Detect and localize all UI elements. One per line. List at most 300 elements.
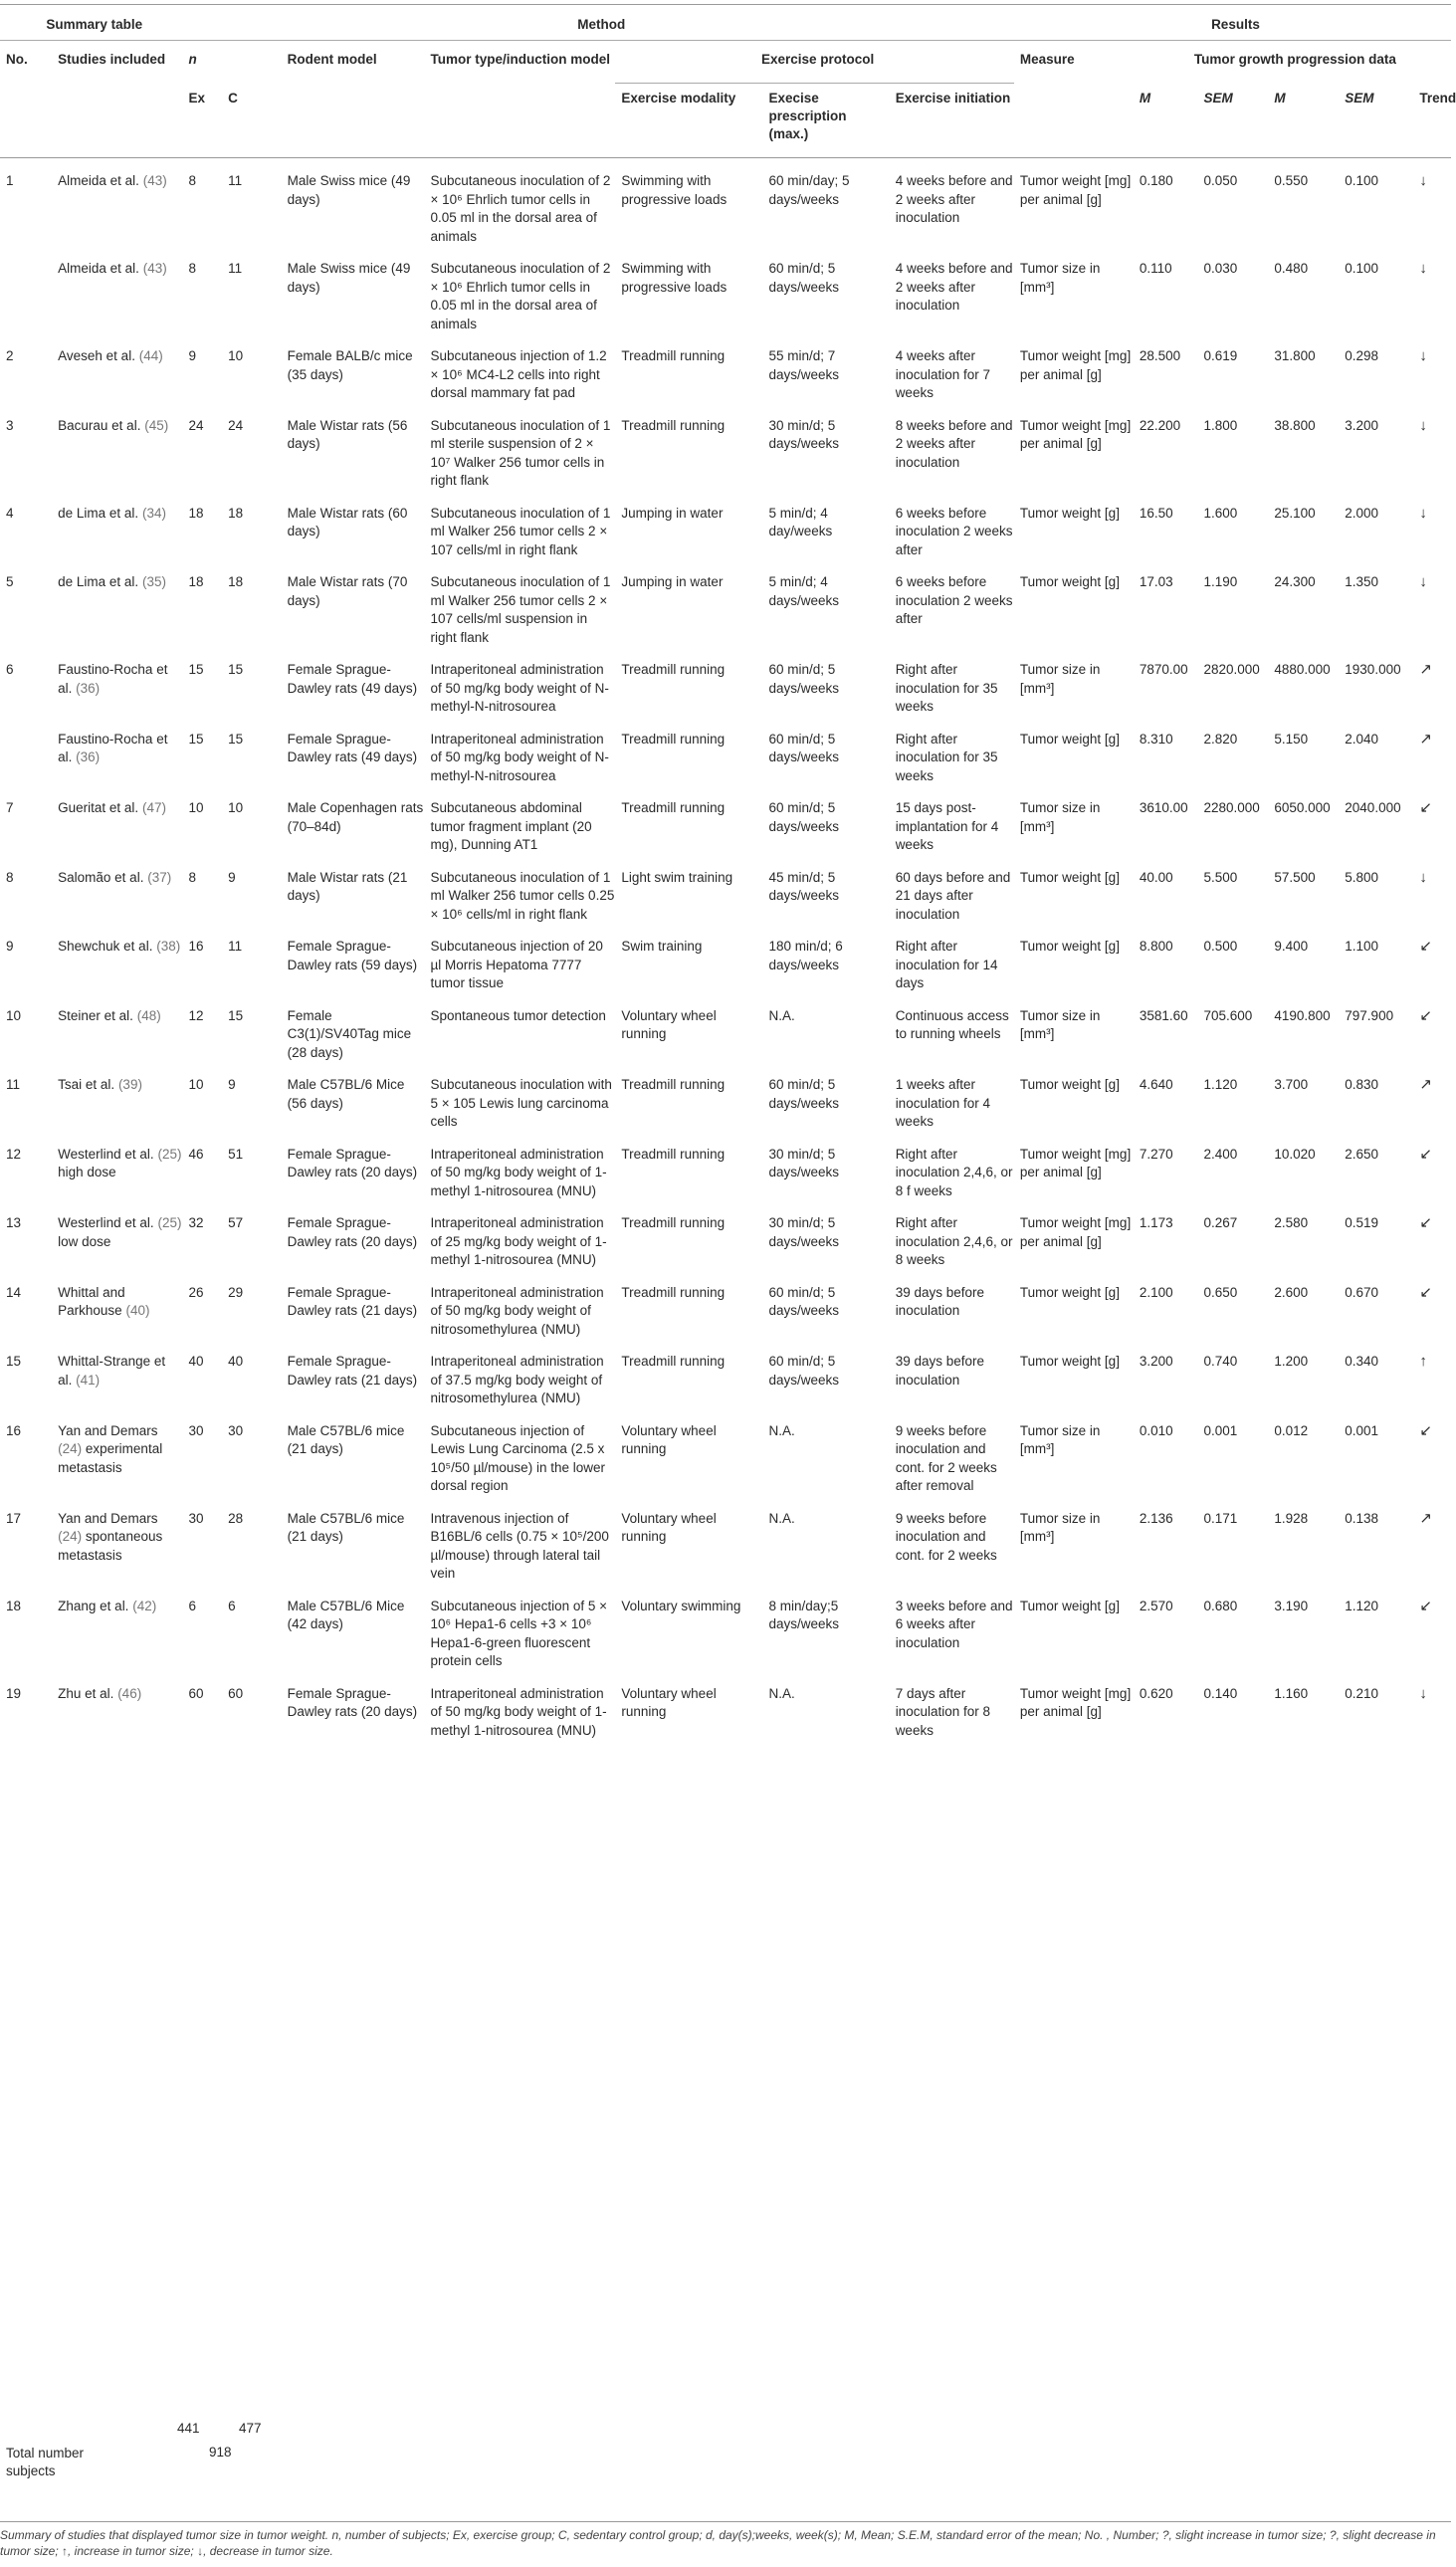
cell-prescription: 45 min/d; 5 days/weeks	[768, 869, 840, 903]
cell-sem1: 705.600	[1203, 1007, 1253, 1023]
study-ref[interactable]: (35)	[141, 574, 166, 589]
cell-m1: 8.310	[1139, 731, 1173, 747]
cell-m1: 7.270	[1139, 1146, 1173, 1162]
cell-modality: Swim training	[621, 939, 703, 954]
cell-ex: 60	[188, 1685, 204, 1701]
table-row	[0, 1671, 1451, 1741]
study-ref[interactable]: (24)	[58, 1441, 83, 1456]
cell-trend: ↙	[1419, 1145, 1432, 1163]
cell-m2: 5.150	[1274, 731, 1309, 747]
cell-m2: 1.160	[1274, 1685, 1309, 1701]
cell-prescription: 30 min/d; 5 days/weeks	[768, 1215, 840, 1249]
cell-ex: 8	[188, 869, 197, 885]
cell-rodent: Male C57BL/6 mice (21 days)	[287, 1510, 405, 1544]
header-m1: M	[1139, 90, 1151, 106]
cell-m1: 0.110	[1139, 261, 1172, 276]
cell-c: 11	[228, 173, 243, 188]
cell-initiation: 4 weeks after inoculation for 7 weeks	[895, 348, 990, 400]
cell-no: 17	[6, 1510, 22, 1526]
study-ref[interactable]: (48)	[136, 1007, 161, 1023]
cell-study	[52, 246, 182, 333]
cell-rodent: Male Wistar rats (60 days)	[287, 505, 408, 538]
cell-rodent: Male C57BL/6 mice (21 days)	[287, 1422, 405, 1456]
cell-measure: Tumor weight [mg] per animal [g]	[1019, 1685, 1132, 1719]
cell-measure: Tumor size in [mm³]	[1019, 1510, 1101, 1544]
cell-c: 6	[228, 1598, 236, 1613]
cell-m1: 22.200	[1139, 417, 1181, 433]
table-row	[0, 333, 1451, 403]
top-rule	[0, 4, 1451, 5]
cell-m2: 1.928	[1274, 1510, 1309, 1526]
cell-tumor: Intraperitoneal administration of 50 mg/kg body weight of N-methyl-N-nitrosourea	[430, 731, 609, 783]
study-ref[interactable]: (46)	[117, 1685, 142, 1701]
study-suffix: experimental metastasis	[58, 1441, 163, 1475]
cell-study	[52, 333, 182, 403]
cell-modality: Voluntary swimming	[621, 1598, 741, 1613]
study-ref[interactable]: (36)	[76, 749, 101, 764]
cell-m1: 28.500	[1139, 348, 1181, 363]
cell-rodent: Female BALB/c mice (35 days)	[287, 348, 413, 382]
cell-rodent: Female Sprague-Dawley rats (49 days)	[287, 731, 418, 764]
cell-sem2: 0.001	[1345, 1422, 1379, 1438]
cell-sem1: 0.650	[1203, 1284, 1238, 1300]
cell-measure: Tumor weight [g]	[1019, 574, 1120, 589]
study-name: Yan and Demars	[58, 1422, 158, 1438]
study-ref[interactable]: (34)	[141, 505, 166, 521]
cell-ex: 8	[188, 173, 197, 188]
study-ref[interactable]: (38)	[156, 939, 181, 954]
table-row	[0, 1062, 1451, 1132]
cell-modality: Treadmill running	[621, 348, 726, 363]
cell-modality: Treadmill running	[621, 662, 726, 677]
study-ref[interactable]: (40)	[125, 1303, 150, 1318]
cell-sem1: 1.800	[1203, 417, 1238, 433]
cell-trend: ↗	[1419, 661, 1432, 678]
cell-measure: Tumor weight [g]	[1019, 939, 1120, 954]
cell-m1: 3581.60	[1139, 1007, 1188, 1023]
cell-m1: 0.620	[1139, 1685, 1173, 1701]
table-row	[0, 717, 1451, 786]
cell-modality: Treadmill running	[621, 417, 726, 433]
cell-tumor: Subcutaneous injection of Lewis Lung Carcinoma (2.5 x 10⁵/50 µl/mouse) in the lower dorsal region	[430, 1422, 605, 1493]
cell-prescription: N.A.	[768, 1422, 795, 1438]
cell-rodent: Female Sprague-Dawley rats (21 days)	[287, 1354, 418, 1388]
cell-measure: Tumor weight [g]	[1019, 731, 1120, 747]
study-ref[interactable]: (43)	[142, 261, 167, 276]
cell-sem2: 2.650	[1345, 1146, 1379, 1162]
cell-ex: 15	[188, 662, 204, 677]
cell-tumor: Subcutaneous inoculation of 1 ml Walker 256 tumor cells 2 × 107 cells/ml in right flank	[430, 505, 611, 557]
cell-tumor: Subcutaneous inoculation with 5 × 105 Lewis lung carcinoma cells	[430, 1077, 612, 1129]
cell-c: 24	[228, 417, 244, 433]
cell-c: 15	[228, 662, 244, 677]
header-initiation: Exercise initiation	[895, 91, 1011, 106]
cell-prescription: N.A.	[768, 1007, 795, 1023]
cell-no: 11	[6, 1077, 21, 1092]
cell-no: 19	[6, 1685, 22, 1701]
study-ref[interactable]: (39)	[117, 1077, 142, 1092]
cell-no: 7	[6, 800, 14, 815]
header-results: Results	[1014, 8, 1451, 41]
header-c: C	[228, 90, 238, 106]
cell-measure: Tumor size in [mm³]	[1019, 1007, 1101, 1041]
study-name: Almeida et al.	[58, 173, 139, 188]
cell-sem1: 0.680	[1203, 1598, 1238, 1613]
table-row	[0, 246, 1451, 333]
cell-modality: Treadmill running	[621, 1077, 726, 1092]
cell-ex: 30	[188, 1422, 204, 1438]
cell-measure: Tumor weight [g]	[1019, 1598, 1120, 1613]
cell-sem1: 2.820	[1203, 731, 1238, 747]
study-ref[interactable]: (24)	[58, 1529, 83, 1544]
cell-m1: 16.50	[1139, 505, 1173, 521]
cell-study	[52, 855, 182, 925]
study-name: Aveseh et al.	[58, 348, 135, 363]
cell-sem1: 0.740	[1203, 1354, 1238, 1369]
cell-initiation: Right after inoculation for 14 days	[895, 939, 998, 990]
cell-prescription: 60 min/d; 5 days/weeks	[768, 1077, 840, 1111]
cell-modality: Light swim training	[621, 869, 733, 885]
cell-sem2: 2040.000	[1345, 800, 1401, 815]
study-name: Faustino-Rocha et al.	[58, 662, 168, 696]
table-row	[0, 559, 1451, 647]
header-rodent: Rodent model	[287, 52, 377, 67]
cell-initiation: 39 days before inoculation	[895, 1354, 984, 1388]
cell-rodent: Female C3(1)/SV40Tag mice (28 days)	[287, 1007, 412, 1060]
cell-sem2: 797.900	[1345, 1007, 1394, 1023]
cell-m1: 17.03	[1139, 574, 1173, 589]
cell-c: 28	[228, 1510, 244, 1526]
cell-prescription: 60 min/d; 5 days/weeks	[768, 731, 840, 764]
cell-ex: 12	[188, 1007, 204, 1023]
cell-c: 11	[228, 261, 243, 276]
cell-prescription: 60 min/d; 5 days/weeks	[768, 800, 840, 834]
cell-modality: Treadmill running	[621, 1215, 726, 1230]
cell-c: 10	[228, 348, 244, 363]
cell-sem2: 2.040	[1345, 731, 1379, 747]
header-trend: Trend	[1419, 90, 1456, 106]
cell-tumor: Spontaneous tumor detection	[430, 1007, 606, 1023]
cell-sem2: 3.200	[1345, 417, 1379, 433]
header-tumor: Tumor type/induction model	[430, 52, 611, 67]
cell-measure: Tumor weight [mg] per animal [g]	[1019, 417, 1132, 451]
cell-c: 18	[228, 574, 244, 589]
study-name: Bacurau et al.	[58, 417, 141, 433]
cell-initiation: 60 days before and 21 days after inoculation	[895, 869, 1011, 922]
cell-c: 18	[228, 505, 244, 521]
cell-initiation: Continuous access to running wheels	[895, 1007, 1009, 1041]
cell-initiation: 9 weeks before inoculation and cont. for 2 weeks	[895, 1510, 997, 1563]
header-studies: Studies included	[58, 52, 166, 67]
cell-no: 5	[6, 574, 14, 589]
cell-tumor: Intravenous injection of B16BL/6 cells (0.75 × 10⁵/200 µl/mouse) through lateral tail vein	[430, 1510, 609, 1581]
table-row	[0, 1132, 1451, 1201]
study-name: de Lima et al.	[58, 574, 139, 589]
cell-study	[52, 717, 182, 786]
cell-study	[52, 924, 182, 993]
cell-sem2: 0.100	[1345, 173, 1379, 188]
cell-m2: 0.012	[1274, 1422, 1309, 1438]
cell-m1: 2.100	[1139, 1284, 1173, 1300]
study-name: Shewchuk et al.	[58, 939, 153, 954]
cell-sem2: 1.120	[1345, 1598, 1379, 1613]
header-modality: Exercise modality	[621, 91, 736, 106]
cell-initiation: 6 weeks before inoculation 2 weeks after	[895, 505, 1013, 557]
cell-c: 10	[228, 800, 244, 815]
cell-m2: 38.800	[1274, 417, 1316, 433]
cell-prescription: N.A.	[768, 1510, 795, 1526]
cell-initiation: Right after inoculation 2,4,6, or 8 f weeks	[895, 1146, 1013, 1198]
cell-study	[52, 1496, 182, 1584]
study-name: Faustino-Rocha et al.	[58, 731, 168, 764]
cell-measure: Tumor size in [mm³]	[1019, 662, 1101, 696]
cell-sem1: 0.267	[1203, 1215, 1238, 1230]
cell-study	[52, 1270, 182, 1340]
cell-prescription: 60 min/d; 5 days/weeks	[768, 261, 840, 295]
cell-tumor: Intraperitoneal administration of 50 mg/kg body weight of nitrosomethylurea (NMU)	[430, 1284, 604, 1337]
cell-m1: 7870.00	[1139, 662, 1188, 677]
table-row	[0, 1200, 1451, 1270]
cell-ex: 16	[188, 939, 204, 954]
cell-measure: Tumor weight [g]	[1019, 505, 1120, 521]
cell-ex: 24	[188, 417, 204, 433]
table-row	[0, 1339, 1451, 1408]
cell-rodent: Female Sprague-Dawley rats (20 days)	[287, 1146, 418, 1179]
cell-m1: 8.800	[1139, 939, 1173, 954]
cell-initiation: 8 weeks before and 2 weeks after inoculation	[895, 417, 1013, 470]
study-ref[interactable]: (44)	[138, 348, 163, 363]
study-name: Steiner et al.	[58, 1007, 133, 1023]
cell-tumor: Intraperitoneal administration of 50 mg/kg body weight of 1-methyl 1-nitrosourea (MNU)	[430, 1146, 607, 1198]
cell-study	[52, 1200, 182, 1270]
summary-table	[0, 8, 1456, 1740]
cell-no: 10	[6, 1007, 22, 1023]
study-ref[interactable]: (41)	[76, 1372, 101, 1388]
cell-sem2: 0.340	[1345, 1354, 1379, 1369]
cell-study	[52, 1671, 182, 1741]
cell-m2: 2.580	[1274, 1215, 1309, 1230]
cell-c: 15	[228, 731, 244, 747]
cell-modality: Voluntary wheel running	[621, 1007, 717, 1041]
cell-no: 6	[6, 662, 14, 677]
table-row	[0, 855, 1451, 925]
cell-initiation: Right after inoculation for 35 weeks	[895, 731, 998, 783]
cell-c: 29	[228, 1284, 244, 1300]
cell-measure: Tumor weight [mg] per animal [g]	[1019, 1146, 1132, 1179]
cell-tumor: Subcutaneous inoculation of 2 × 10⁶ Ehrlich tumor cells in 0.05 ml in the dorsal area of animals	[430, 173, 611, 244]
cell-modality: Swimming with progressive loads	[621, 173, 728, 207]
header-method: Method	[183, 8, 1014, 41]
cell-modality: Voluntary wheel running	[621, 1422, 717, 1456]
bottom-rule	[0, 2521, 1451, 2522]
cell-study	[52, 158, 182, 247]
study-name: Westerlind et al.	[58, 1146, 154, 1162]
cell-modality: Treadmill running	[621, 800, 726, 815]
cell-modality: Swimming with progressive loads	[621, 261, 728, 295]
table-row	[0, 785, 1451, 855]
table-footnote: Summary of studies that displayed tumor size in tumor weight. n, number of subjects; Ex, exercise group; C, sedentary control group; d, day(s);weeks, week(s); M, Mean; S.E.M, standard error of the mean; No. , Number; ?, slight increase in tumor size; ?, slight decrease in tumor size; ↑, increase in tumor size; ↓, decrease in tumor size.	[0, 2528, 1436, 2558]
cell-sem1: 1.120	[1203, 1077, 1238, 1092]
table-row	[0, 158, 1451, 247]
cell-sem1: 1.190	[1203, 574, 1238, 589]
cell-prescription: 5 min/d; 4 day/weeks	[768, 505, 833, 538]
cell-no: 15	[6, 1354, 22, 1369]
cell-ex: 46	[188, 1146, 204, 1162]
study-name: Tsai et al.	[58, 1077, 115, 1092]
cell-ex: 26	[188, 1284, 204, 1300]
study-ref[interactable]: (47)	[141, 800, 166, 815]
cell-m2: 0.550	[1274, 173, 1309, 188]
total-label: Total number subjects	[6, 2446, 85, 2478]
cell-m2: 6050.000	[1274, 800, 1331, 815]
table-row	[0, 647, 1451, 717]
cell-no: 8	[6, 869, 14, 885]
cell-modality: Treadmill running	[621, 1284, 726, 1300]
cell-m2: 31.800	[1274, 348, 1316, 363]
cell-modality: Voluntary wheel running	[621, 1685, 717, 1719]
cell-c: 30	[228, 1422, 244, 1438]
cell-ex: 18	[188, 505, 204, 521]
cell-modality: Jumping in water	[621, 505, 724, 521]
cell-sem2: 0.298	[1345, 348, 1379, 363]
cell-trend: ↓	[1419, 260, 1427, 277]
cell-no: 18	[6, 1598, 22, 1613]
table-row	[0, 403, 1451, 491]
cell-sem2: 0.519	[1345, 1215, 1379, 1230]
cell-sem1: 0.500	[1203, 939, 1238, 954]
cell-rodent: Female Sprague-Dawley rats (20 days)	[287, 1685, 418, 1719]
cell-prescription: 30 min/d; 5 days/weeks	[768, 1146, 840, 1179]
study-ref[interactable]: (25)	[157, 1215, 182, 1230]
cell-sem1: 0.050	[1203, 173, 1238, 188]
cell-rodent: Male Wistar rats (56 days)	[287, 417, 408, 451]
cell-study	[52, 1339, 182, 1408]
cell-tumor: Intraperitoneal administration of 50 mg/kg body weight of N-methyl-N-nitrosourea	[430, 662, 609, 714]
cell-m1: 1.173	[1139, 1215, 1173, 1230]
cell-sem2: 2.000	[1345, 505, 1379, 521]
cell-rodent: Female Sprague-Dawley rats (59 days)	[287, 939, 418, 972]
cell-initiation: 9 weeks before inoculation and cont. for 2 weeks after removal	[895, 1422, 997, 1493]
cell-trend: ↑	[1419, 1353, 1427, 1370]
cell-initiation: Right after inoculation 2,4,6, or 8 weeks	[895, 1215, 1013, 1267]
header-sem1: SEM	[1203, 90, 1233, 106]
cell-m2: 10.020	[1274, 1146, 1316, 1162]
cell-rodent: Female Sprague-Dawley rats (49 days)	[287, 662, 418, 696]
cell-trend: ↓	[1419, 172, 1427, 189]
cell-tumor: Intraperitoneal administration of 50 mg/kg body weight of 1-methyl 1-nitrosourea (MNU)	[430, 1685, 607, 1738]
cell-ex: 6	[188, 1598, 197, 1613]
cell-sem2: 0.830	[1345, 1077, 1379, 1092]
cell-measure: Tumor size in [mm³]	[1019, 261, 1101, 295]
cell-initiation: 4 weeks before and 2 weeks after inoculation	[895, 173, 1013, 225]
cell-m2: 3.190	[1274, 1598, 1309, 1613]
cell-c: 57	[228, 1215, 244, 1230]
total-ex: 441	[177, 2421, 200, 2436]
table-row	[0, 1408, 1451, 1496]
cell-m1: 4.640	[1139, 1077, 1173, 1092]
study-ref[interactable]: (25)	[157, 1146, 182, 1162]
study-name: Yan and Demars	[58, 1510, 158, 1526]
header-measure: Measure	[1019, 52, 1075, 67]
cell-ex: 40	[188, 1354, 204, 1369]
cell-measure: Tumor weight [g]	[1019, 1077, 1120, 1092]
cell-initiation: 1 weeks after inoculation for 4 weeks	[895, 1077, 990, 1129]
cell-m1: 2.136	[1139, 1510, 1173, 1526]
header-no: No.	[6, 52, 28, 67]
cell-study	[52, 403, 182, 491]
cell-modality: Treadmill running	[621, 731, 726, 747]
cell-study	[52, 785, 182, 855]
cell-sem1: 0.001	[1203, 1422, 1238, 1438]
cell-rodent: Male C57BL/6 Mice (42 days)	[287, 1598, 405, 1631]
cell-c: 11	[228, 939, 243, 954]
cell-m1: 0.010	[1139, 1422, 1173, 1438]
cell-ex: 8	[188, 261, 197, 276]
cell-modality: Treadmill running	[621, 1146, 726, 1162]
total-n: 918	[209, 2445, 232, 2460]
study-name: Almeida et al.	[58, 261, 139, 276]
cell-m2: 2.600	[1274, 1284, 1309, 1300]
cell-c: 9	[228, 869, 236, 885]
cell-sem1: 0.171	[1203, 1510, 1238, 1526]
cell-rodent: Male Swiss mice (49 days)	[287, 261, 411, 295]
cell-no: 9	[6, 939, 14, 954]
cell-study	[52, 491, 182, 560]
cell-m2: 9.400	[1274, 939, 1309, 954]
cell-measure: Tumor weight [g]	[1019, 1354, 1120, 1369]
cell-sem2: 0.138	[1345, 1510, 1379, 1526]
study-ref[interactable]: (45)	[144, 417, 169, 433]
header-ex: Ex	[188, 90, 206, 106]
cell-c: 15	[228, 1007, 244, 1023]
cell-sem2: 1.350	[1345, 574, 1379, 589]
cell-m2: 3.700	[1274, 1077, 1309, 1092]
cell-initiation: 3 weeks before and 6 weeks after inoculation	[895, 1598, 1013, 1650]
study-ref[interactable]: (43)	[142, 173, 167, 188]
cell-sem1: 2.400	[1203, 1146, 1238, 1162]
cell-sem2: 0.100	[1345, 261, 1379, 276]
cell-tumor: Subcutaneous inoculation of 1 ml Walker 256 tumor cells 2 × 107 cells/ml suspension in right flank	[430, 574, 611, 645]
cell-sem2: 1.100	[1345, 939, 1379, 954]
study-ref[interactable]: (37)	[147, 869, 172, 885]
cell-ex: 9	[188, 348, 197, 363]
table-row	[0, 924, 1451, 993]
study-ref[interactable]: (36)	[76, 680, 101, 696]
cell-c: 9	[228, 1077, 236, 1092]
cell-c: 51	[228, 1146, 244, 1162]
table-row	[0, 491, 1451, 560]
cell-tumor: Intraperitoneal administration of 25 mg/kg body weight of 1-methyl 1-nitrosourea (MNU)	[430, 1215, 607, 1267]
table-row	[0, 1584, 1451, 1671]
cell-no	[0, 717, 52, 786]
study-ref[interactable]: (42)	[132, 1598, 157, 1613]
cell-rodent: Male Swiss mice (49 days)	[287, 173, 411, 207]
cell-m2: 0.480	[1274, 261, 1309, 276]
cell-study	[52, 647, 182, 717]
cell-modality: Jumping in water	[621, 574, 724, 589]
cell-ex: 32	[188, 1215, 204, 1230]
table-row	[0, 1270, 1451, 1340]
study-name: Whittal and Parkhouse	[58, 1284, 125, 1318]
cell-measure: Tumor size in [mm³]	[1019, 1422, 1101, 1456]
cell-tumor: Subcutaneous inoculation of 1 ml Walker 256 tumor cells 0.25 × 10⁶ cells/ml in right flank	[430, 869, 615, 922]
cell-measure: Tumor weight [g]	[1019, 1284, 1120, 1300]
cell-measure: Tumor weight [mg] per animal [g]	[1019, 1215, 1132, 1249]
cell-no: 1	[6, 173, 14, 188]
cell-trend: ↙	[1419, 799, 1432, 816]
cell-rodent: Male Wistar rats (70 days)	[287, 574, 408, 608]
cell-no: 16	[6, 1422, 22, 1438]
